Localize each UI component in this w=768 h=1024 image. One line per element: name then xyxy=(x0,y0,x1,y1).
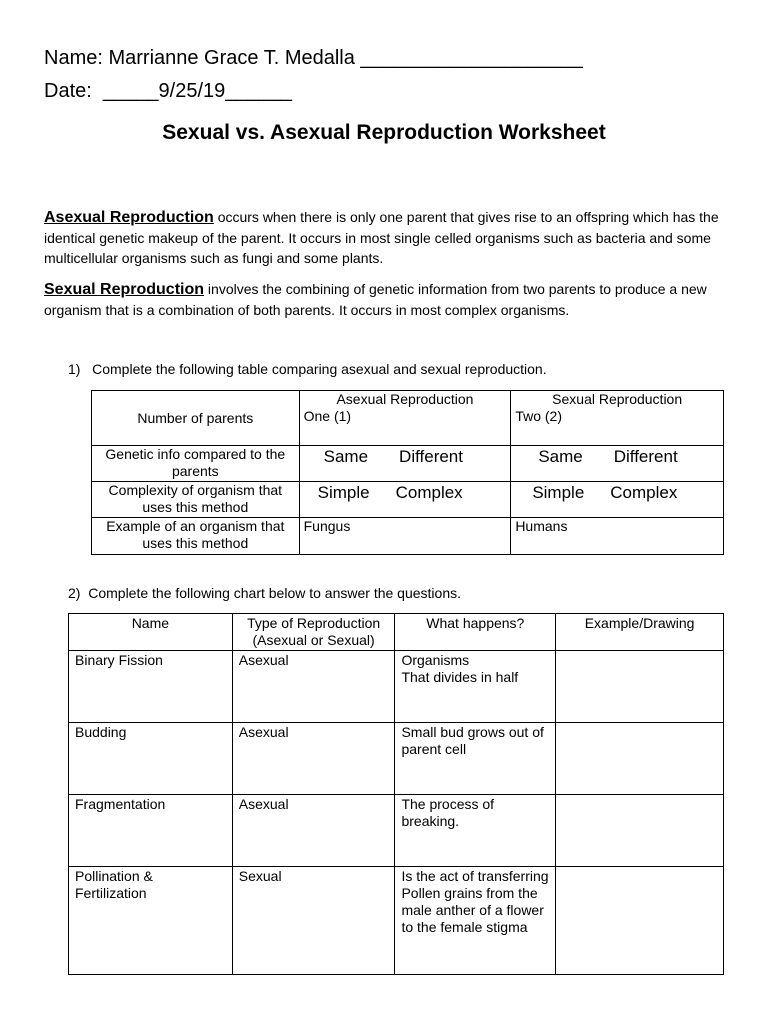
asexual-parents-value: One (1) xyxy=(303,408,352,424)
asexual-example-value: Fungus xyxy=(299,518,511,555)
asexual-paragraph xyxy=(44,207,734,268)
sexual-paragraph xyxy=(44,279,734,320)
cell-name: Budding xyxy=(69,723,233,795)
table-row xyxy=(69,723,724,795)
cell-example xyxy=(556,795,724,867)
row-label: Genetic info compared to the parents xyxy=(92,446,300,482)
sexual-parents-value: Two (2) xyxy=(515,408,562,424)
cell-type: Sexual xyxy=(232,867,395,975)
cell-name: Fragmentation xyxy=(69,795,233,867)
column-header-asexual: Asexual Reproduction xyxy=(336,391,474,407)
table-row xyxy=(69,795,724,867)
table-row xyxy=(92,391,724,446)
cell-name: Binary Fission xyxy=(69,651,233,723)
sexual-text: involves the combining of genetic information from two parents to produce a new organism that is a combination of both parents. It occurs in most complex organisms. xyxy=(44,281,707,318)
asexual-text: occurs when there is only one parent that gives rise to an offspring which has the identical genetic makeup of the parent. It occurs in most single celled organisms such as bacteria and some multicellular organisms such as fungi and some plants. xyxy=(44,209,719,266)
cell-what: Organisms That divides in half xyxy=(395,651,556,723)
page-title: Sexual vs. Asexual Reproduction Worksheet xyxy=(162,121,606,144)
sexual-complexity-choices xyxy=(511,482,724,518)
column-header-type: Type of Reproduction (Asexual or Sexual) xyxy=(232,614,395,651)
table-row xyxy=(92,482,724,518)
sexual-genetic-choices xyxy=(511,446,724,482)
table-row xyxy=(69,651,724,723)
column-header-name: Name xyxy=(69,614,233,651)
date-line: Date: _____9/25/19______ xyxy=(44,80,292,102)
cell-what: Is the act of transferring Pollen grains from the male anther of a flower to the female stigma xyxy=(395,867,556,975)
table-header-row xyxy=(69,614,724,651)
asexual-cell xyxy=(299,391,511,446)
cell-what: The process of breaking. xyxy=(395,795,556,867)
cell-example xyxy=(556,867,724,975)
choice-different: Different xyxy=(613,447,678,466)
table-row xyxy=(92,518,724,555)
choice-complex: Complex xyxy=(610,483,678,502)
column-header-example: Example/Drawing xyxy=(556,614,724,651)
sexual-term: Sexual Reproduction xyxy=(44,281,205,298)
asexual-complexity-choices xyxy=(299,482,511,518)
cell-example xyxy=(556,723,724,795)
asexual-genetic-choices xyxy=(299,446,511,482)
table-row xyxy=(69,867,724,975)
cell-type: Asexual xyxy=(232,723,395,795)
table-row xyxy=(92,446,724,482)
choice-different: Different xyxy=(399,447,463,466)
choice-complex: Complex xyxy=(395,483,463,502)
name-line: Name: Marrianne Grace T. Medalla ____________________ xyxy=(44,47,583,69)
choice-simple: Simple xyxy=(532,483,585,502)
reproduction-chart xyxy=(68,613,724,975)
sexual-cell xyxy=(511,391,724,446)
row-label: Example of an organism that uses this method xyxy=(92,518,300,555)
choice-simple: Simple xyxy=(317,483,370,502)
cell-example xyxy=(556,651,724,723)
cell-type: Asexual xyxy=(232,795,395,867)
row-label: Complexity of organism that uses this method xyxy=(92,482,300,518)
question-2: 2) Complete the following chart below to answer the questions. xyxy=(68,585,461,601)
choice-same: Same xyxy=(323,447,369,466)
column-header-sexual: Sexual Reproduction xyxy=(552,391,683,407)
comparison-table xyxy=(91,390,724,555)
question-1: 1) Complete the following table comparing asexual and sexual reproduction. xyxy=(68,361,547,377)
cell-name: Pollination & Fertilization xyxy=(69,867,233,975)
choice-same: Same xyxy=(538,447,583,466)
sexual-example-value: Humans xyxy=(511,518,724,555)
cell-type: Asexual xyxy=(232,651,395,723)
column-header-what: What happens? xyxy=(395,614,556,651)
asexual-term: Asexual Reproduction xyxy=(44,209,214,226)
row-label: Number of parents xyxy=(92,391,300,446)
cell-what: Small bud grows out of parent cell xyxy=(395,723,556,795)
